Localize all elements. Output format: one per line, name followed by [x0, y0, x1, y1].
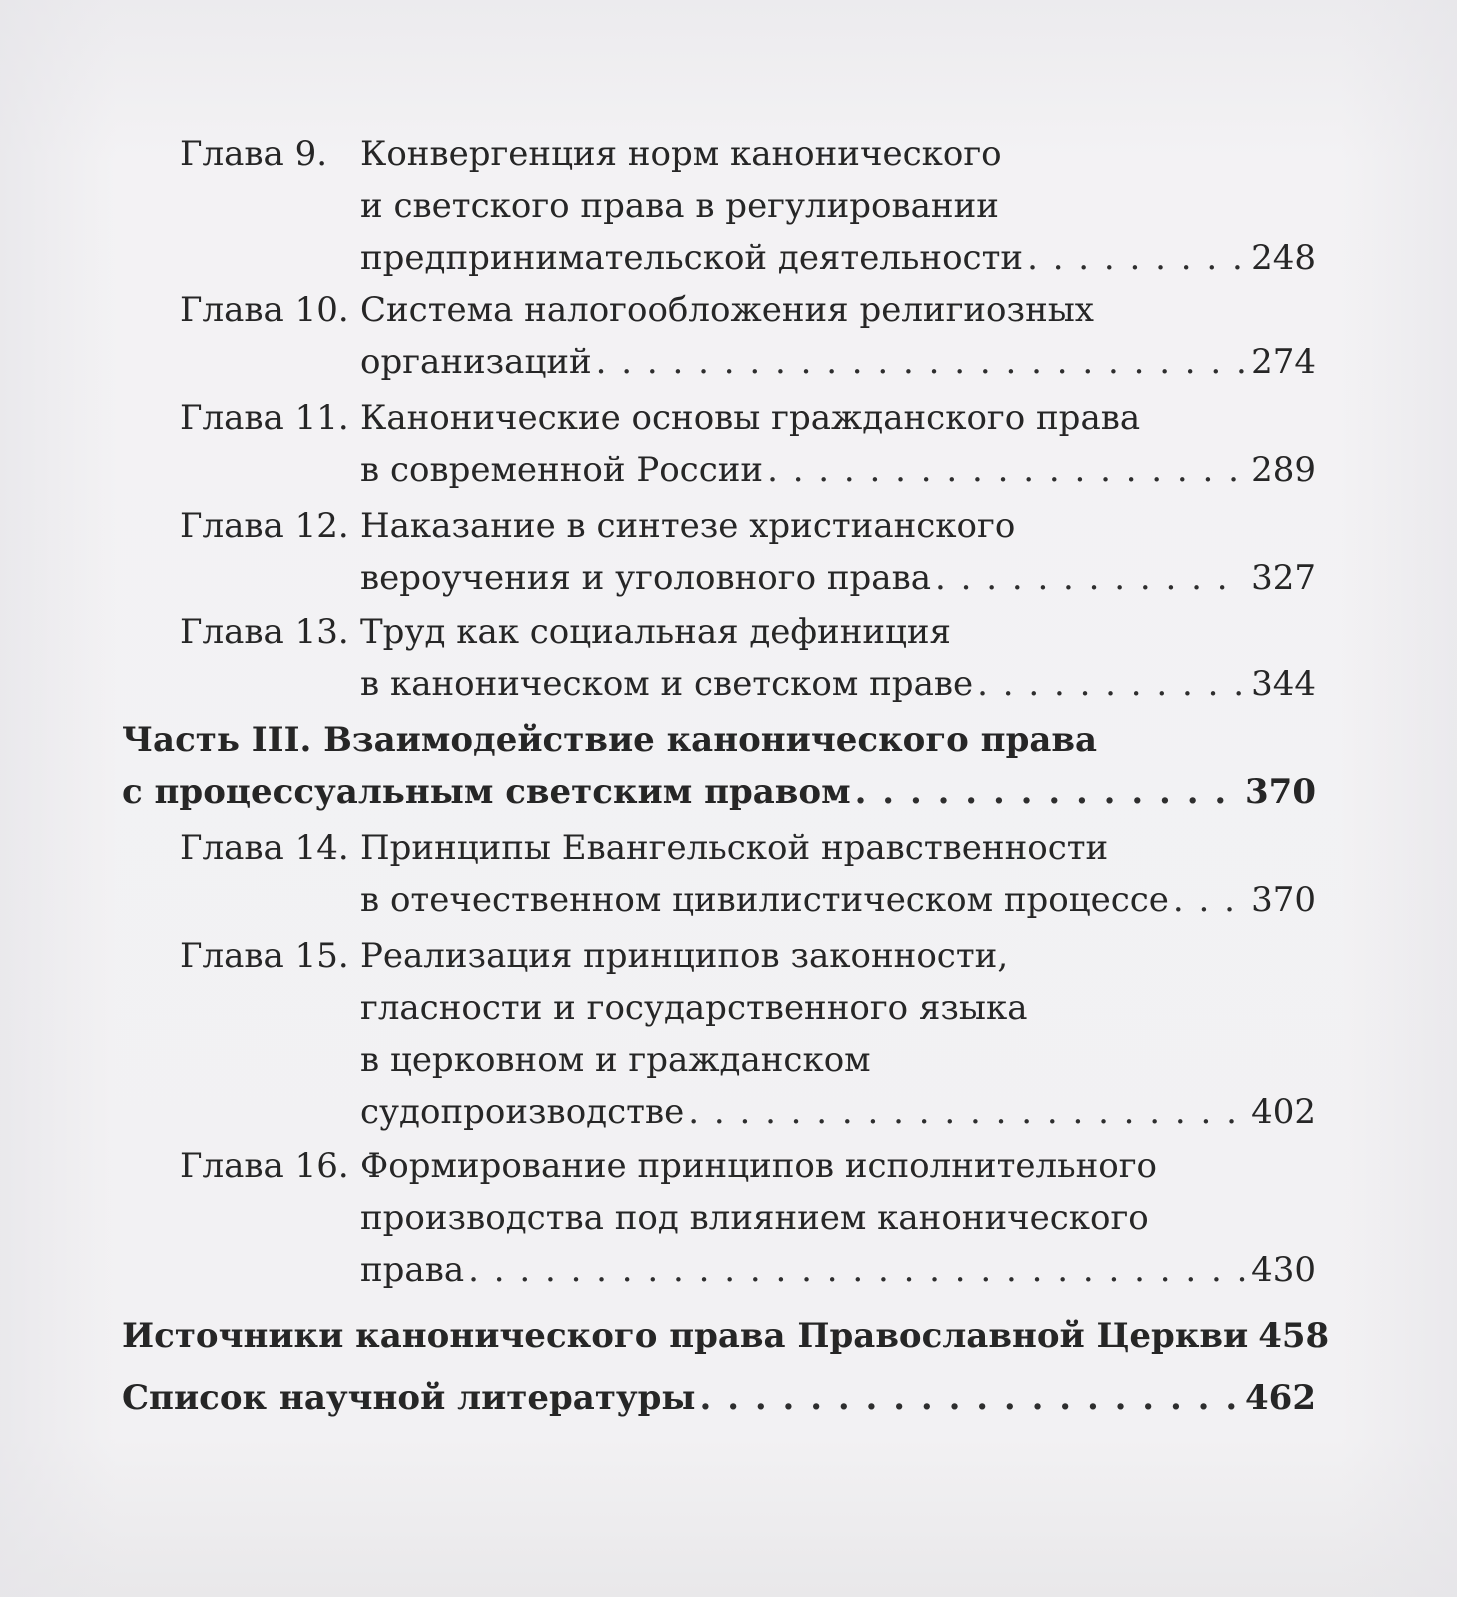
chapter-11-page: 289 — [1251, 450, 1316, 490]
chapter-13-entry — [360, 658, 1316, 710]
literature-entry — [122, 1372, 1316, 1424]
chapter-16-label: Глава 16. — [180, 1146, 349, 1186]
chapter-13-title-line-1: Труд как социальная дефиниция — [360, 612, 951, 652]
chapter-10-title-line-2: организаций — [360, 342, 592, 382]
leader-dots — [855, 766, 1239, 818]
chapter-16-title-line-2: производства под влиянием канонического — [360, 1198, 1149, 1238]
sources-title: Источники канонического права Православной Церкви — [122, 1316, 1249, 1356]
sources-page: 458 — [1258, 1316, 1330, 1356]
chapter-12-title-line-2: вероучения и уголовного права — [360, 558, 931, 598]
leader-dots — [935, 552, 1245, 604]
chapter-15-title-line-2: гласности и государственного языка — [360, 988, 1028, 1028]
chapter-14-page: 370 — [1251, 880, 1316, 920]
chapter-11-title-line-1: Канонические основы гражданского права — [360, 398, 1141, 438]
chapter-13-title-line-2: в каноническом и светском праве — [360, 664, 974, 704]
chapter-13-page: 344 — [1251, 664, 1316, 704]
chapter-14-label: Глава 14. — [180, 828, 349, 868]
part-3-title-line-2: с процессуальным светским правом — [122, 772, 851, 812]
chapter-11-title-line-2: в современной России — [360, 450, 764, 490]
leader-dots — [700, 1372, 1240, 1424]
chapter-16-entry — [360, 1244, 1316, 1296]
chapter-9-title-line-1: Конвергенция норм канонического — [360, 134, 1002, 174]
chapter-15-title-line-1: Реализация принципов законности, — [360, 936, 1009, 976]
chapter-15-page: 402 — [1251, 1092, 1316, 1132]
chapter-11-entry — [360, 444, 1316, 496]
leader-dots — [596, 336, 1245, 388]
leader-dots — [1173, 874, 1245, 926]
chapter-15-title-line-4: судопроизводстве — [360, 1092, 685, 1132]
part-3-title-line-1: Часть III. Взаимодействие канонического права — [122, 720, 1098, 760]
chapter-14-title-line-2: в отечественном цивилистическом процессе — [360, 880, 1169, 920]
chapter-11-label: Глава 11. — [180, 398, 349, 438]
leader-dots — [977, 658, 1245, 710]
chapter-10-entry — [360, 336, 1316, 388]
leader-dots — [1027, 232, 1245, 284]
part-3-entry — [122, 766, 1316, 818]
chapter-9-title-line-3: предпринимательской деятельности — [360, 238, 1024, 278]
chapter-9-title-line-2: и светского права в регулировании — [360, 186, 999, 226]
chapter-15-label: Глава 15. — [180, 936, 349, 976]
chapter-9-label: Глава 9. — [180, 134, 328, 174]
chapter-10-page: 274 — [1251, 342, 1316, 382]
sources-entry — [122, 1310, 1330, 1362]
chapter-15-title-line-3: в церковном и гражданском — [360, 1040, 871, 1080]
leader-dots — [767, 444, 1245, 496]
chapter-9-page: 248 — [1251, 238, 1316, 278]
literature-title: Список научной литературы — [122, 1378, 696, 1418]
chapter-10-title-line-1: Система налогообложения религиозных — [360, 290, 1094, 330]
chapter-10-label: Глава 10. — [180, 290, 349, 330]
part-3-page: 370 — [1245, 772, 1316, 812]
table-of-contents — [0, 128, 1457, 1428]
chapter-16-title-line-1: Формирование принципов исполнительного — [360, 1146, 1158, 1186]
chapter-12-label: Глава 12. — [180, 506, 349, 546]
leader-dots — [468, 1244, 1245, 1296]
leader-dots — [688, 1086, 1245, 1138]
chapter-12-entry — [360, 552, 1316, 604]
chapter-15-entry — [360, 1086, 1316, 1138]
chapter-14-title-line-1: Принципы Евангельской нравственности — [360, 828, 1109, 868]
chapter-12-title-line-1: Наказание в синтезе христианского — [360, 506, 1016, 546]
chapter-16-title-line-3: права — [360, 1250, 465, 1290]
literature-page: 462 — [1245, 1378, 1316, 1418]
chapter-12-page: 327 — [1251, 558, 1316, 598]
chapter-9-entry — [360, 232, 1316, 284]
chapter-14-entry — [360, 874, 1316, 926]
chapter-16-page: 430 — [1251, 1250, 1316, 1290]
chapter-13-label: Глава 13. — [180, 612, 349, 652]
